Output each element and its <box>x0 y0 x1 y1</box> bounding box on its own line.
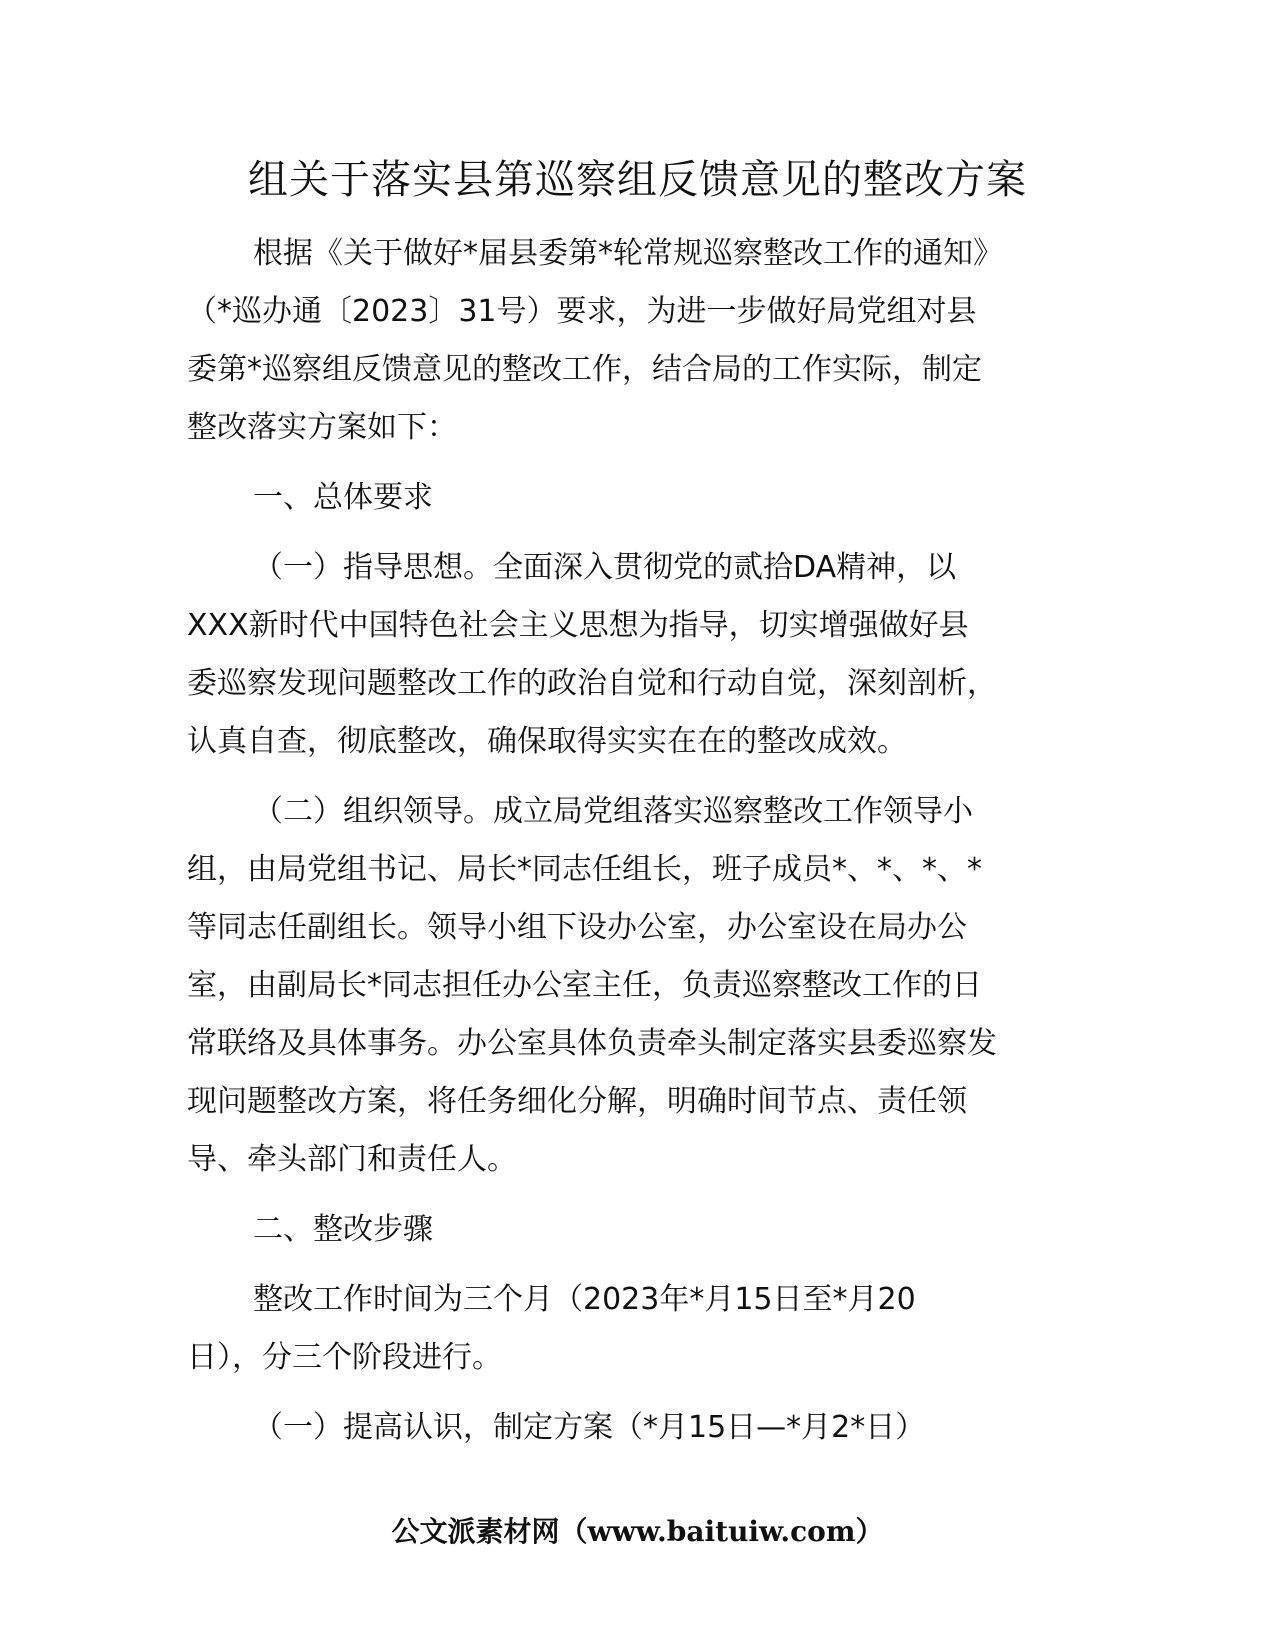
paragraph-line: 整改落实方案如下： <box>187 410 457 445</box>
watermark-footer: 公文派素材网（www.baituiw.com） <box>391 1515 884 1548</box>
paragraph-line: 根据《关于做好*届县委第*轮常规巡察整改工作的通知》 <box>253 236 1003 271</box>
paragraph-line: 委巡察发现问题整改工作的政治自觉和行动自觉，深刻剖析， <box>187 666 997 701</box>
paragraph-line: （二）组织领导。成立局党组落实巡察整改工作领导小 <box>253 794 973 829</box>
paragraph-line: 现问题整改方案，将任务细化分解，明确时间节点、责任领 <box>187 1084 967 1119</box>
paragraph-line: 常联络及具体事务。办公室具体负责牵头制定落实县委巡察发 <box>187 1026 997 1061</box>
paragraph-line: 室，由副局长*同志担任办公室主任，负责巡察整改工作的日 <box>187 968 982 1003</box>
paragraph-line: 等同志任副组长。领导小组下设办公室，办公室设在局办公 <box>187 910 967 945</box>
paragraph-line: （一）指导思想。全面深入贯彻党的贰拾DA精神，以 <box>253 550 957 585</box>
section-heading: 一、总体要求 <box>253 480 433 515</box>
paragraph-line: （*巡办通〔2023〕31号）要求，为进一步做好局党组对县 <box>187 294 977 329</box>
paragraph-line: 导、牵头部门和责任人。 <box>187 1142 517 1177</box>
subsection-heading: （一）提高认识，制定方案（*月15日—*月2*日） <box>253 1410 926 1445</box>
section-heading: 二、整改步骤 <box>253 1212 433 1247</box>
paragraph-line: 委第*巡察组反馈意见的整改工作，结合局的工作实际，制定 <box>187 352 982 387</box>
paragraph-line: 组，由局党组书记、局长*同志任组长，班子成员*、*、*、* <box>187 852 982 887</box>
document-body <box>187 225 1092 1457</box>
paragraph-line: XXX新时代中国特色社会主义思想为指导，切实增强做好县 <box>187 608 969 643</box>
paragraph-line: 日），分三个阶段进行。 <box>187 1340 502 1375</box>
document-title: 组关于落实县第巡察组反馈意见的整改方案 <box>248 157 1027 203</box>
paragraph-line: 认真自查，彻底整改，确保取得实实在在的整改成效。 <box>187 724 907 759</box>
paragraph-line: 整改工作时间为三个月（2023年*月15日至*月20 <box>253 1282 916 1317</box>
